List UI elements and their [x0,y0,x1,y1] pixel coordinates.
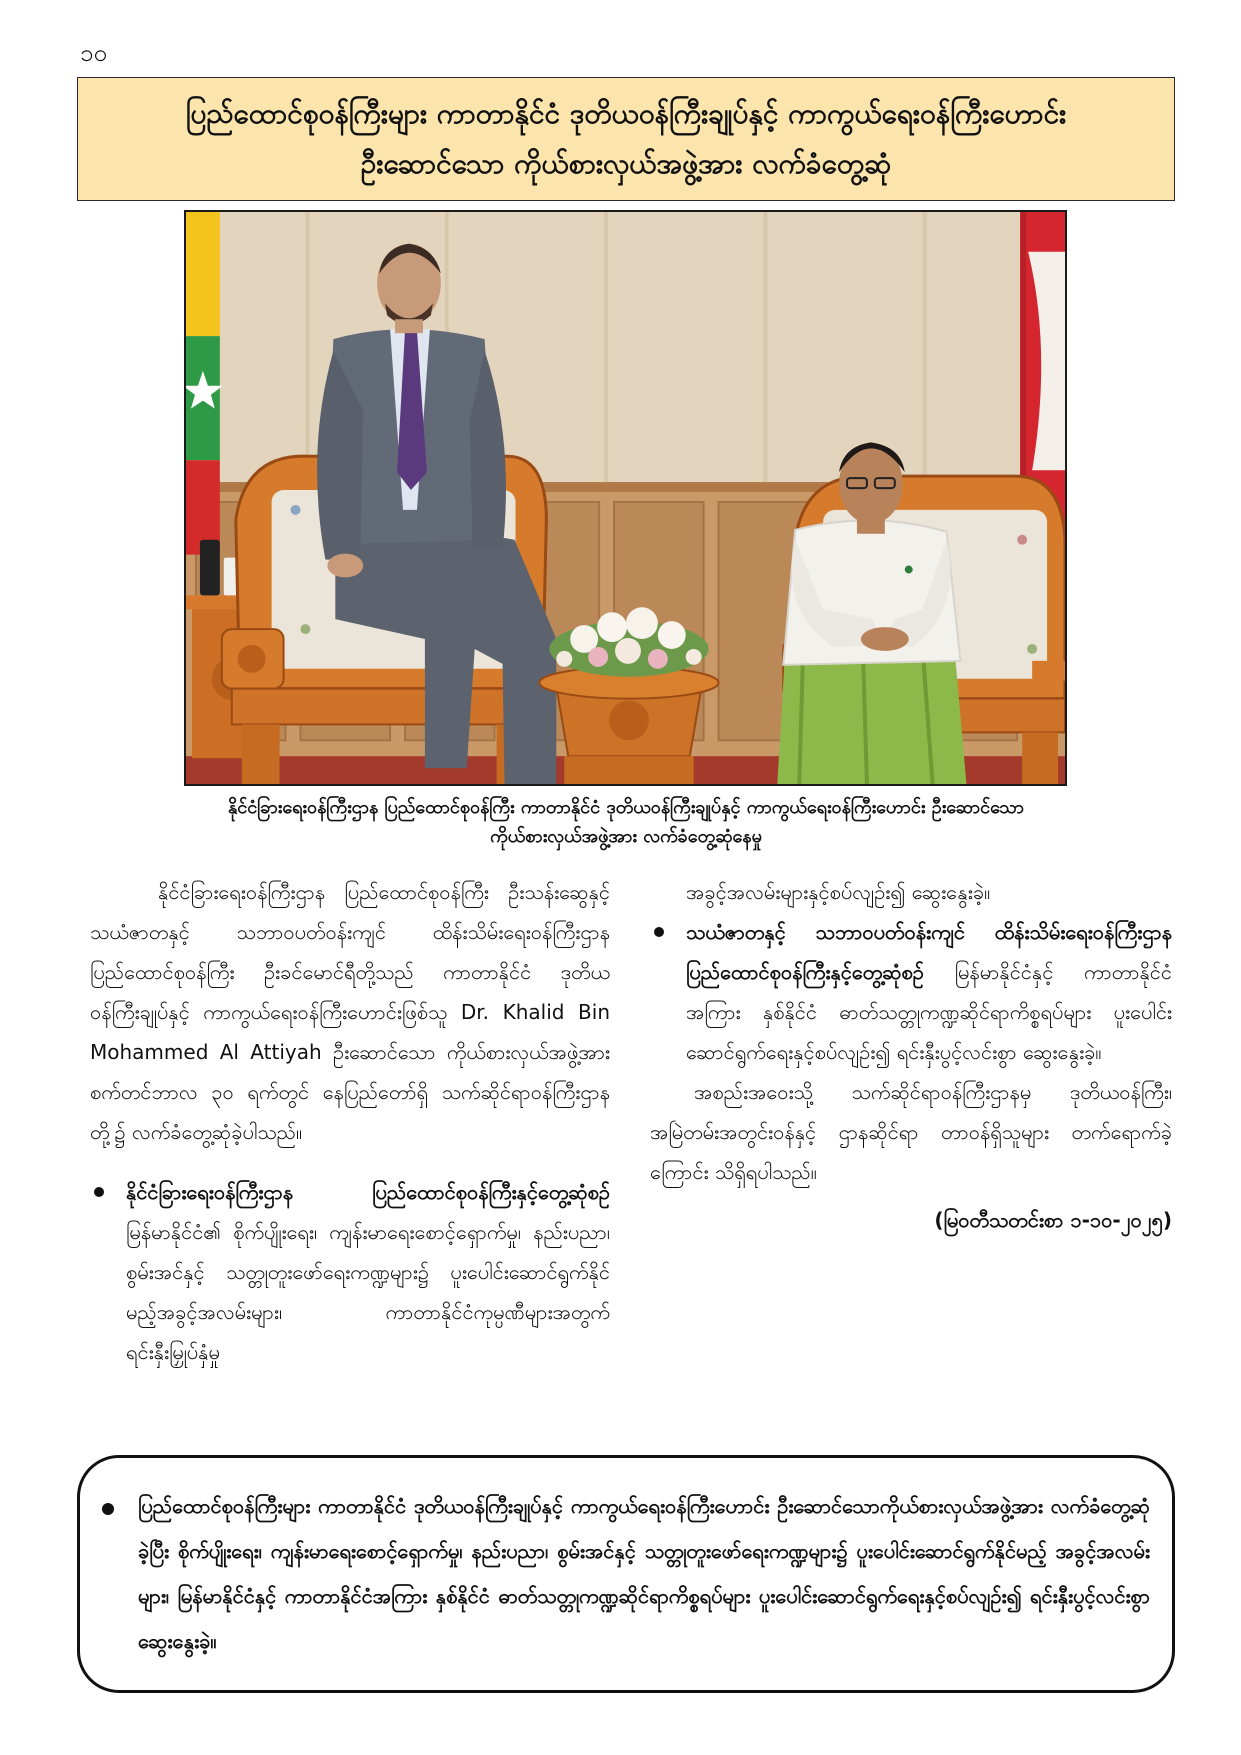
right-column [650,872,1172,1438]
headline-line-2: ဦးဆောင်သော ကိုယ်စားလှယ်အဖွဲ့အား လက်ခံတွေ့ဆုံ [360,147,892,180]
intro-paragraph: နိုင်ငံခြားရေးဝန်ကြီးဌာန ပြည်ထောင်စုဝန်ကြီး ဦးသန်းဆွေနှင့် သယံဇာတနှင့် သဘာဝပတ်ဝန်းကျင် ထိန်းသိမ်းရေးဝန်ကြီးဌာန ပြည်ထောင်စုဝန်ကြီး ဦးခင်မောင်ရီတို့သည် ကာတာနိုင်ငံ ဒုတိယဝန်ကြီးချုပ်နှင့် ကာကွယ်ရေးဝန်ကြီးဟောင်းဖြစ်သူ Dr. Khalid Bin Mohammed Al Attiyah ဦးဆောင်သော ကိုယ်စားလှယ်အဖွဲ့အား စက်တင်ဘာလ ၃၀ ရက်တွင် နေပြည်တော်ရှိ သက်ဆိုင်ရာဝန်ကြီးဌာနတို့၌ လက်ခံတွေ့ဆုံခဲ့ပါသည်။ [90,880,610,1144]
headline-box [77,77,1175,201]
photo-caption-line-1: နိုင်ငံခြားရေးဝန်ကြီးဌာန ပြည်ထောင်စုဝန်ကြီး ကာတာနိုင်ငံ ဒုတိယဝန်ကြီးချုပ်နှင့် ကာကွယ်ရေးဝန်ကြီးဟောင်း ဦးဆောင်သော [227,797,1025,818]
closing-paragraph: အစည်းအဝေးသို့ သက်ဆိုင်ရာဝန်ကြီးဌာနမှ ဒုတိယဝန်ကြီး၊ အမြဲတမ်းအတွင်းဝန်နှင့် ဌာနဆိုင်ရာ တာဝန်ရှိသူများ တက်ရောက်ခဲ့ကြောင်း သိရှိရပါသည်။ [650,1080,1172,1184]
bullet-icon [94,1187,104,1197]
headline-line-1: ပြည်ထောင်စုဝန်ကြီးများ ကာတာနိုင်ငံ ဒုတိယဝန်ကြီးချုပ်နှင့် ကာကွယ်ရေးဝန်ကြီးဟောင်း [185,97,1067,130]
news-photo-illustration [186,212,1065,784]
center-table [539,667,718,784]
photo-caption-line-2: ကိုယ်စားလှယ်အဖွဲ့အား လက်ခံတွေ့ဆုံနေမှု [490,826,762,847]
bullet-lead: သယံဇာတနှင့် သဘာဝပတ်ဝန်းကျင် ထိန်းသိမ်းရေးဝန်ကြီးဌာန ပြည်ထောင်စုဝန်ကြီးနှင့်တွေ့ဆုံစဉ် [686,920,1172,984]
bullet-lead: နိုင်ငံခြားရေးဝန်ကြီးဌာန ပြည်ထောင်စုဝန်ကြီးနှင့်တွေ့ဆုံစဉ် [126,1180,610,1204]
photo-caption [77,793,1175,855]
myanmar-flag-left [186,212,223,555]
bullet-item-foreign-affairs [90,1172,610,1372]
source-citation: (မြဝတီသတင်းစာ ၁-၁၀-၂၀၂၅) [934,1208,1172,1232]
page-number: ၁၀ [80,39,107,67]
summary-text: ပြည်ထောင်စုဝန်ကြီးများ ကာတာနိုင်ငံ ဒုတိယဝန်ကြီးချုပ်နှင့် ကာကွယ်ရေးဝန်ကြီးဟောင်း ဦးဆောင်သောကိုယ်စားလှယ်အဖွဲ့အား လက်ခံတွေ့ဆုံခဲ့ပြီး စိုက်ပျိုးရေး၊ ကျန်းမာရေးစောင့်ရှောက်မှု၊ နည်းပညာ၊ စွမ်းအင်နှင့် သတ္တုတူးဖော်ရေးကဏ္ဍများ၌ ပူးပေါင်းဆောင်ရွက်နိုင်မည့် အခွင့်အလမ်းများ၊ မြန်မာနိုင်ငံနှင့် ကာတာနိုင်ငံအကြား နှစ်နိုင်ငံ ဓာတ်သတ္တုကဏ္ဍဆိုင်ရာကိစ္စရပ်များ ပူးပေါင်းဆောင်ရွက်ရေးနှင့်စပ်လျဉ်း၍ ရင်းနှီးပွင့်လင်းစွာ ဆွေးနွေးခဲ့။ [138,1494,1150,1653]
bullet-paragraph [686,912,1172,1072]
bullet-item-natural-resources [650,912,1172,1072]
bullet-icon [654,927,664,937]
left-column [90,872,610,1438]
summary-box [77,1455,1175,1693]
bullet-paragraph [126,1172,610,1372]
bullet-body: မြန်မာနိုင်ငံနှင့် ကာတာနိုင်ငံအကြား နှစ်နိုင်ငံ ဓာတ်သတ္တုကဏ္ဍဆိုင်ရာကိစ္စရပ်များ ပူးပေါင်းဆောင်ရွက်ရေးနှင့်စပ်လျဉ်း၍ ရင်းနှီးပွင့်လင်းစွာ ဆွေးနွေးခဲ့။ [686,960,1172,1064]
news-photo [184,210,1067,786]
bullet-body: မြန်မာနိုင်ငံ၏ စိုက်ပျိုးရေး၊ ကျန်းမာရေးစောင့်ရှောက်မှု၊ နည်းပညာ၊ စွမ်းအင်နှင့် သတ္တုတူးဖော်ရေးကဏ္ဍများ၌ ပူးပေါင်းဆောင်ရွက်နိုင်မည့်အခွင့်အလမ်းများ၊ ကာတာနိုင်ငံကုမ္ပဏီများအတွက် ရင်းနှီးမြှုပ်နှံမှု [126,1220,610,1364]
continued-text: အခွင့်အလမ်းများနှင့်စပ်လျဉ်း၍ ဆွေးနွေးခဲ့။ [686,880,991,904]
bullet-icon [102,1503,114,1515]
